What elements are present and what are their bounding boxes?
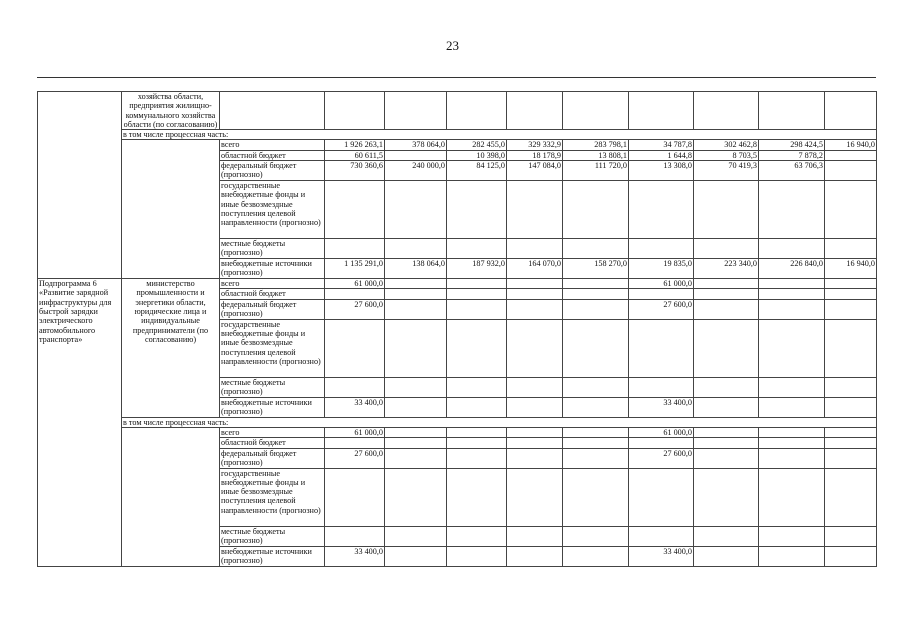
value-cell: [447, 319, 507, 377]
value-cell: [385, 289, 447, 299]
value-cell: [759, 279, 825, 289]
value-cell: [759, 427, 825, 437]
value-cell: [759, 239, 825, 259]
value-cell: 730 360,6: [325, 161, 385, 181]
row-label: внебюджетные источники (прогнозно): [220, 259, 325, 279]
value-cell: [447, 546, 507, 566]
value-cell: [563, 377, 629, 397]
value-cell: [385, 181, 447, 239]
value-cell: 19 835,0: [629, 259, 694, 279]
value-cell: 7 878,2: [759, 150, 825, 160]
value-cell: [694, 468, 759, 526]
value-cell: [507, 546, 563, 566]
value-cell: [563, 319, 629, 377]
value-cell: [385, 92, 447, 130]
value-cell: 138 064,0: [385, 259, 447, 279]
value-cell: [825, 546, 877, 566]
value-cell: [385, 377, 447, 397]
row-label: областной бюджет: [220, 438, 325, 448]
value-cell: [325, 92, 385, 130]
value-cell: [759, 181, 825, 239]
value-cell: [759, 526, 825, 546]
value-cell: [759, 319, 825, 377]
header-rule: [37, 77, 876, 78]
value-cell: [447, 448, 507, 468]
value-cell: 1 644,8: [629, 150, 694, 160]
value-cell: [447, 526, 507, 546]
value-cell: 329 332,9: [507, 140, 563, 150]
value-cell: [759, 438, 825, 448]
value-cell: [507, 448, 563, 468]
table-row: [38, 427, 877, 437]
value-cell: [385, 397, 447, 417]
value-cell: 164 070,0: [507, 259, 563, 279]
value-cell: [385, 299, 447, 319]
row-label: местные бюджеты (прогнозно): [220, 526, 325, 546]
value-cell: 27 600,0: [325, 448, 385, 468]
value-cell: 111 720,0: [563, 161, 629, 181]
row-label: государственные внебюджетные фонды и иные безвозмездные поступления целевой направленности (прогнозно): [220, 319, 325, 377]
value-cell: [825, 92, 877, 130]
value-cell: [694, 289, 759, 299]
value-cell: [507, 299, 563, 319]
value-cell: [563, 92, 629, 130]
row-label: всего: [220, 427, 325, 437]
value-cell: 10 398,0: [447, 150, 507, 160]
page-number: 23: [446, 38, 459, 53]
value-cell: [759, 546, 825, 566]
value-cell: 27 600,0: [629, 448, 694, 468]
value-cell: [325, 289, 385, 299]
subsection-label: в том числе процессная часть:: [122, 417, 877, 427]
value-cell: [325, 468, 385, 526]
subsection-row: [38, 417, 877, 427]
value-cell: [825, 448, 877, 468]
value-cell: 223 340,0: [694, 259, 759, 279]
value-cell: [563, 468, 629, 526]
value-cell: [759, 377, 825, 397]
value-cell: [325, 239, 385, 259]
value-cell: [325, 181, 385, 239]
value-cell: 33 400,0: [325, 397, 385, 417]
value-cell: [507, 92, 563, 130]
value-cell: [825, 319, 877, 377]
value-cell: 240 000,0: [385, 161, 447, 181]
value-cell: [385, 150, 447, 160]
value-cell: 8 703,5: [694, 150, 759, 160]
row-label: местные бюджеты (прогнозно): [220, 239, 325, 259]
value-cell: 33 400,0: [629, 546, 694, 566]
subsection-row: [38, 130, 877, 140]
value-cell: [325, 377, 385, 397]
value-cell: [507, 468, 563, 526]
value-cell: [563, 181, 629, 239]
value-cell: [694, 546, 759, 566]
value-cell: [385, 319, 447, 377]
col2-empty: [122, 140, 220, 279]
value-cell: [563, 546, 629, 566]
subsection-label: в том числе процессная часть:: [122, 130, 877, 140]
value-cell: [694, 438, 759, 448]
value-cell: 1 926 263,1: [325, 140, 385, 150]
value-cell: [694, 181, 759, 239]
value-cell: 60 611,5: [325, 150, 385, 160]
value-cell: [825, 299, 877, 319]
value-cell: [759, 397, 825, 417]
value-cell: 158 270,0: [563, 259, 629, 279]
value-cell: [629, 181, 694, 239]
value-cell: [385, 427, 447, 437]
value-cell: [825, 279, 877, 289]
value-cell: [629, 468, 694, 526]
value-cell: 70 419,3: [694, 161, 759, 181]
value-cell: 147 084,0: [507, 161, 563, 181]
value-cell: [694, 448, 759, 468]
value-cell: 84 125,0: [447, 161, 507, 181]
row-label: государственные внебюджетные фонды и иные безвозмездные поступления целевой направленности (прогнозно): [220, 181, 325, 239]
value-cell: [447, 92, 507, 130]
value-cell: [759, 289, 825, 299]
value-cell: 302 462,8: [694, 140, 759, 150]
value-cell: [447, 289, 507, 299]
value-cell: [447, 397, 507, 417]
value-cell: [759, 299, 825, 319]
value-cell: [507, 397, 563, 417]
value-cell: [507, 438, 563, 448]
value-cell: [385, 546, 447, 566]
value-cell: [507, 279, 563, 289]
value-cell: [563, 526, 629, 546]
row-label: местные бюджеты (прогнозно): [220, 377, 325, 397]
value-cell: [694, 427, 759, 437]
value-cell: [385, 438, 447, 448]
value-cell: 298 424,5: [759, 140, 825, 150]
value-cell: [825, 427, 877, 437]
value-cell: [447, 377, 507, 397]
value-cell: [385, 239, 447, 259]
value-cell: [563, 299, 629, 319]
value-cell: [694, 239, 759, 259]
value-cell: 16 940,0: [825, 140, 877, 150]
value-cell: [825, 397, 877, 417]
value-cell: [507, 239, 563, 259]
value-cell: [447, 427, 507, 437]
row-label: федеральный бюджет (прогнозно): [220, 299, 325, 319]
value-cell: 13 808,1: [563, 150, 629, 160]
subprogram-title: Подпрограмма 6 «Развитие зарядной инфраструктуры для быстрой зарядки электрического автомобильного транспорта»: [38, 279, 122, 566]
value-cell: 27 600,0: [629, 299, 694, 319]
value-cell: [507, 377, 563, 397]
value-cell: 61 000,0: [325, 279, 385, 289]
col1-cell: [38, 92, 122, 279]
value-cell: [325, 526, 385, 546]
value-cell: [563, 289, 629, 299]
row-label: государственные внебюджетные фонды и иные безвозмездные поступления целевой направленности (прогнозно): [220, 468, 325, 526]
value-cell: [825, 438, 877, 448]
value-cell: [507, 181, 563, 239]
value-cell: [694, 377, 759, 397]
value-cell: [563, 427, 629, 437]
value-cell: [563, 239, 629, 259]
value-cell: [447, 438, 507, 448]
value-cell: 33 400,0: [629, 397, 694, 417]
value-cell: 61 000,0: [325, 427, 385, 437]
value-cell: [447, 468, 507, 526]
value-cell: [629, 319, 694, 377]
value-cell: [629, 239, 694, 259]
value-cell: [825, 150, 877, 160]
value-cell: [563, 438, 629, 448]
value-cell: [629, 526, 694, 546]
value-cell: [447, 299, 507, 319]
value-cell: [825, 377, 877, 397]
value-cell: [447, 279, 507, 289]
row-label: внебюджетные источники (прогнозно): [220, 397, 325, 417]
value-cell: [759, 468, 825, 526]
value-cell: [507, 427, 563, 437]
value-cell: [629, 438, 694, 448]
value-cell: [385, 279, 447, 289]
value-cell: [629, 377, 694, 397]
value-cell: [385, 526, 447, 546]
row-label: областной бюджет: [220, 150, 325, 160]
value-cell: [825, 239, 877, 259]
value-cell: [694, 92, 759, 130]
row-label: всего: [220, 279, 325, 289]
value-cell: 61 000,0: [629, 279, 694, 289]
table-row: [38, 92, 877, 130]
value-cell: 283 798,1: [563, 140, 629, 150]
value-cell: [563, 279, 629, 289]
value-cell: [507, 526, 563, 546]
value-cell: [694, 279, 759, 289]
value-cell: [325, 438, 385, 448]
row-label: федеральный бюджет (прогнозно): [220, 448, 325, 468]
value-cell: [507, 319, 563, 377]
value-cell: 187 932,0: [447, 259, 507, 279]
value-cell: [825, 468, 877, 526]
row-label: областной бюджет: [220, 289, 325, 299]
table-row: [38, 140, 877, 150]
value-cell: [220, 92, 325, 130]
value-cell: [825, 289, 877, 299]
value-cell: 282 455,0: [447, 140, 507, 150]
value-cell: 1 135 291,0: [325, 259, 385, 279]
value-cell: [759, 92, 825, 130]
value-cell: 61 000,0: [629, 427, 694, 437]
value-cell: [563, 397, 629, 417]
table-row: [38, 279, 877, 289]
value-cell: [447, 181, 507, 239]
value-cell: [759, 448, 825, 468]
value-cell: 34 787,8: [629, 140, 694, 150]
value-cell: [694, 526, 759, 546]
value-cell: 33 400,0: [325, 546, 385, 566]
value-cell: [694, 299, 759, 319]
value-cell: 226 840,0: [759, 259, 825, 279]
value-cell: [385, 448, 447, 468]
executor-cell: министерство промышленности и энергетики области, юридические лица и индивидуальные предприниматели (по согласованию): [122, 279, 220, 418]
value-cell: 16 940,0: [825, 259, 877, 279]
value-cell: 13 308,0: [629, 161, 694, 181]
row-label: федеральный бюджет (прогнозно): [220, 161, 325, 181]
budget-table: [37, 91, 877, 567]
value-cell: 18 178,9: [507, 150, 563, 160]
value-cell: [385, 468, 447, 526]
executor-cell: хозяйства области, предприятия жилищно-коммунального хозяйства области (по согласованию): [122, 92, 220, 130]
value-cell: [825, 526, 877, 546]
value-cell: 378 064,0: [385, 140, 447, 150]
value-cell: 63 706,3: [759, 161, 825, 181]
value-cell: [825, 161, 877, 181]
value-cell: [325, 319, 385, 377]
value-cell: [629, 289, 694, 299]
col2-empty: [122, 427, 220, 566]
value-cell: [507, 289, 563, 299]
value-cell: [694, 397, 759, 417]
value-cell: [694, 319, 759, 377]
row-label: всего: [220, 140, 325, 150]
value-cell: 27 600,0: [325, 299, 385, 319]
value-cell: [825, 181, 877, 239]
value-cell: [447, 239, 507, 259]
value-cell: [563, 448, 629, 468]
row-label: внебюджетные источники (прогнозно): [220, 546, 325, 566]
value-cell: [629, 92, 694, 130]
